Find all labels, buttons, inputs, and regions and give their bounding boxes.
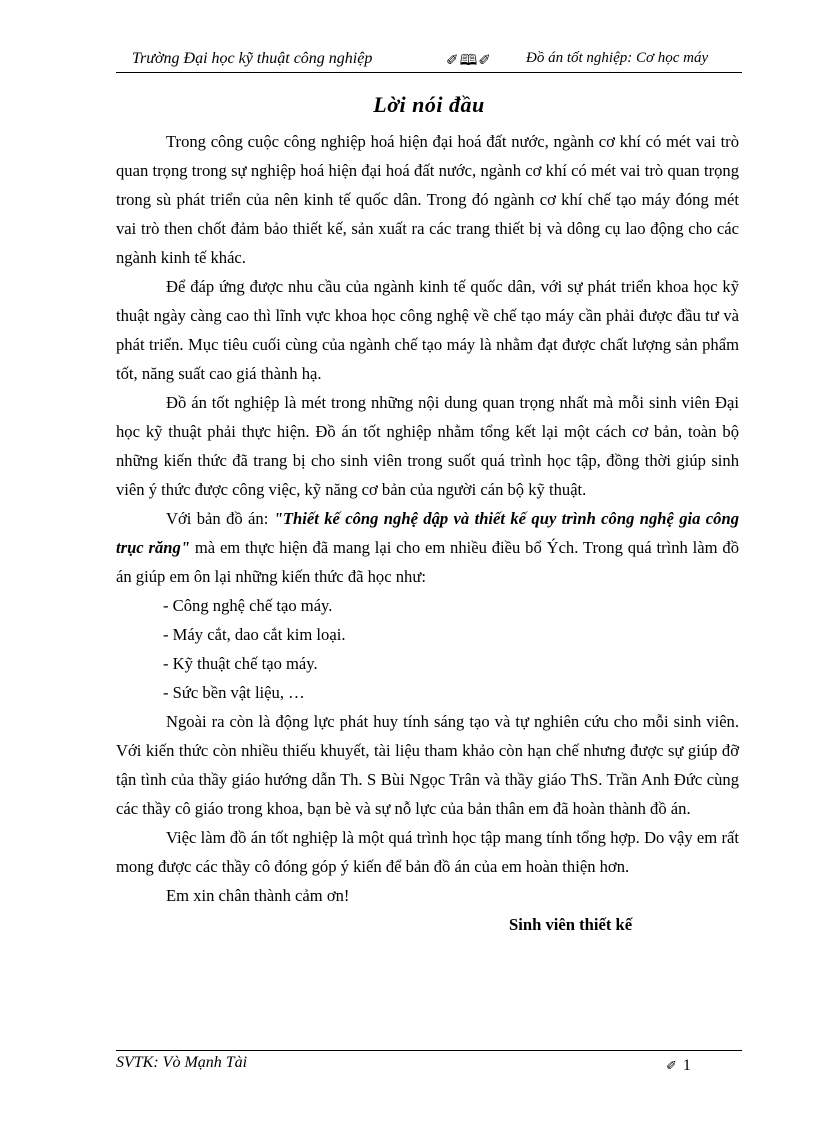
paragraph-feedback: Việc làm đồ án tốt nghiệp là một quá trình học tập mang tính tổng hợp. Do vậy em rất mong được các thầy cô đóng góp ý kiến để bản đồ án của em hoàn thiện hơn. (116, 828, 739, 876)
list-item: - Sức bền vật liệu, … (163, 683, 305, 702)
signature: Sinh viên thiết kế (509, 915, 633, 934)
header-project: Đồ án tốt nghiệp: Cơ học máy (526, 50, 709, 66)
list-item: - Máy cắt, dao cắt kim loại. (163, 625, 346, 644)
closing-thanks: Em xin chân thành cảm ơn! (166, 886, 350, 905)
page-header (116, 48, 742, 73)
paragraph-motivation: Ngoài ra còn là động lực phát huy tính sáng tạo và tự nghiên cứu cho mỗi sinh viên. Với kiến thức còn nhiều thiếu khuyết, tài liệu tham khảo còn hạn chế nhưng được sự giúp đỡ tận tình của thầy giáo hướng dẫn Th. S Bùi Ngọc Trân và thầy giáo ThS. Trần Anh Đức cùng các thầy cô giáo trong khoa, bạn bè và sự nỗ lực của bản thân em đã hoàn thành đồ án. (116, 712, 739, 818)
document-body (116, 127, 739, 939)
project-title: "Thiết kế công nghệ dập và thiết kế quy trình công nghệ gia công trục răng" (116, 509, 739, 557)
project-tail: mà em thực hiện đã mang lại cho em nhiều điều bổ Ých. Trong quá trình làm đồ án giúp em ôn lại những kiến thức đã học như: (116, 538, 739, 586)
list-item: - Công nghệ chế tạo máy. (163, 596, 333, 615)
paragraph-project (116, 504, 739, 591)
paragraph-needs: Để đáp ứng được nhu cầu của ngành kinh tế quốc dân, với sự phát triển khoa học kỹ thuật ngày càng cao thì lĩnh vực khoa học công nghệ về chế tạo máy cần phải được đầu tư và phát triển. Mục tiêu cuối cùng của ngành chế tạo máy là nhằm đạt được chất lượng sản phẩm tốt, năng suất cao giá thành hạ. (116, 277, 739, 383)
page-number-area (666, 1057, 691, 1075)
header-school: Trường Đại học kỹ thuật công nghiệp (132, 50, 373, 67)
footer-student: SVTK: Vò Mạnh Tài (116, 1054, 248, 1071)
header-ornament: ✐🕮✐ (446, 53, 492, 69)
page-footer (116, 1050, 742, 1074)
page-title: Lời nói đầu (373, 92, 485, 117)
paragraph-thesis: Đồ án tốt nghiệp là mét trong những nội dung quan trọng nhất mà mỗi sinh viên Đại học kỹ thuật phải thực hiện. Đồ án tốt nghiệp nhằm tổng kết lại một cách cơ bản, toàn bộ những kiến thức đã trang bị cho sinh viên trong suốt quá trình học tập, đồng thời giúp sinh viên ý thức được công việc, kỹ năng cơ bản của người cán bộ kỹ thuật. (116, 393, 739, 499)
project-lead: Với bản đồ án: (166, 509, 274, 528)
page-number: 1 (682, 1057, 691, 1074)
list-item: - Kỹ thuật chế tạo máy. (163, 654, 318, 673)
footer-ornament: ✐ (666, 1058, 677, 1073)
paragraph-intro: Trong công cuộc công nghiệp hoá hiện đại hoá đất nước, ngành cơ khí có mét vai trò quan trọng trong sự nghiệp hoá hiện đại hoá đất nước, ngành cơ khí có mét vai trò quan trọng trong sù phát triển của nên kinh tế quốc dân. Trong đó ngành cơ khí chế tạo máy đóng mét vai trò then chốt đảm bảo thiết kế, sản xuất ra các trang thiết bị và dông cụ lao động cho các ngành kinh tế khác. (116, 132, 739, 267)
